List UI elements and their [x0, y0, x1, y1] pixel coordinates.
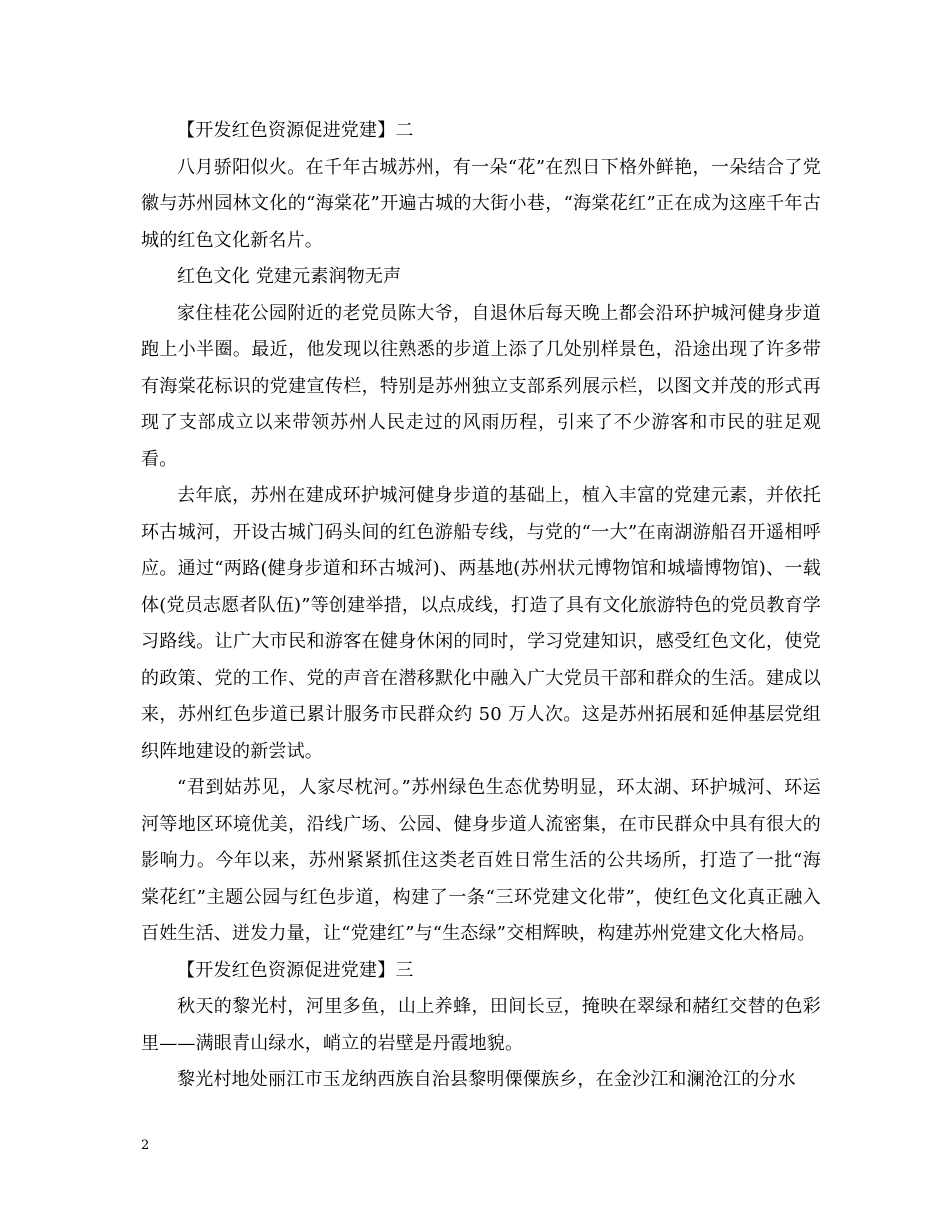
paragraph: 秋天的黎光村，河里多鱼，山上养蜂，田间长豆，掩映在翠绿和赭红交替的色彩里——满眼青山绿水，峭立的岩壁是丹霞地貌。 [141, 996, 821, 1054]
paragraph: 八月骄阳似火。在千年古城苏州，有一朵“花”在烈日下格外鲜艳，一朵结合了党徽与苏州园林文化的“海棠花”开遍古城的大街小巷，“海棠花红”正在成为这座千年古城的红色文化新名片。 [141, 156, 821, 251]
page-number: 2 [141, 1138, 150, 1153]
section-heading: 【开发红色资源促进党建】二 [177, 120, 414, 141]
paragraph: 家住桂花公园附近的老党员陈大爷，自退休后每天晚上都会沿环护城河健身步道跑上小半圈。最近，他发现以往熟悉的步道上添了几处别样景色，沿途出现了许多带有海棠花标识的党建宣传栏，特别是苏州独立支部系列展示栏，以图文并茂的形式再现了支部成立以来带领苏州人民走过的风雨历程，引来了不少游客和市民的驻足观看。 [141, 302, 821, 470]
paragraph: 去年底，苏州在建成环护城河健身步道的基础上，植入丰富的党建元素，并依托环古城河，开设古城门码头间的红色游船专线，与党的“一大”在南湖游船召开遥相呼应。通过“两路(健身步道和环古城河)、两基地(苏州状元博物馆和城墙博物馆)、一载体(党员志愿者队伍)”等创建举措，以点成线，打造了具有文化旅游特色的党员教育学习路线。让广大市民和游客在健身休闲的同时，学习党建知识，感受红色文化，使党的政策、党的工作、党的声音在潜移默化中融入广大党员干部和群众的生活。建成以来，苏州红色步道已累计服务市民群众约 50 万人次。这是苏州拓展和延伸基层党组织阵地建设的新尝试。 [141, 485, 821, 762]
paragraph: 黎光村地处丽江市玉龙纳西族自治县黎明傈僳族乡，在金沙江和澜沧江的分水 [177, 1069, 796, 1090]
paragraph: “君到姑苏见，人家尽枕河。”苏州绿色生态优势明显，环太湖、环护城河、环运河等地区环境优美，沿线广场、公园、健身步道人流密集，在市民群众中具有很大的影响力。今年以来，苏州紧紧抓住这类老百姓日常生活的公共场所，打造了一批“海棠花红”主题公园与红色步道，构建了一条“三环党建文化带”，使红色文化真正融入百姓生活、迸发力量，让“党建红”与“生态绿”交相辉映，构建苏州党建文化大格局。 [141, 777, 821, 944]
subheading: 红色文化 党建元素润物无声 [177, 266, 402, 287]
document-body [141, 113, 821, 1099]
section-heading: 【开发红色资源促进党建】三 [177, 959, 414, 981]
